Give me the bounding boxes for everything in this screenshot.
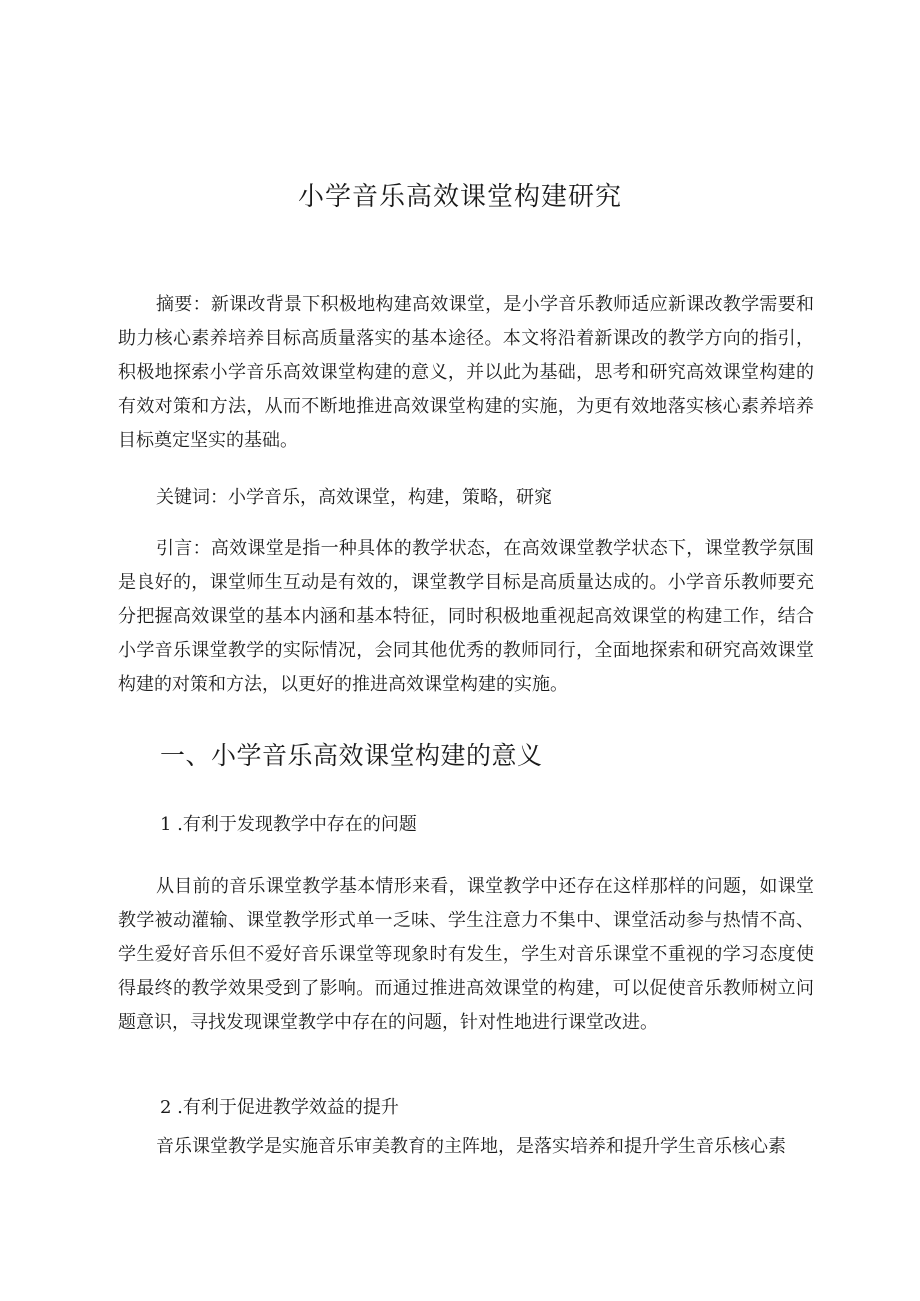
abstract-paragraph: 摘要：新课改背景下积极地构建高效课堂，是小学音乐教师适应新课改教学需要和助力核心素养培养目标高质量落实的基本途径。本文将沿着新课改的教学方向的指引，积极地探索小学音乐高效课堂构建的意义，并以此为基础，思考和研究高效课堂构建的有效对策和方法，从而不断地推进高效课堂构建的实施，为更有效地落实核心素养培养目标奠定坚实的基础。 — [118, 294, 814, 451]
body-paragraph-1: 从目前的音乐课堂教学基本情形来看，课堂教学中还存在这样那样的问题，如课堂教学被动灌输、课堂教学形式单一乏味、学生注意力不集中、课堂活动参与热情不高、学生爱好音乐但不爱好音乐课堂等现象时有发生，学生对音乐课堂不重视的学习态度使得最终的教学效果受到了影响。而通过推进高效课堂的构建，可以促使音乐教师树立问题意识，寻找发现课堂教学中存在的问题，针对性地进行课堂改进。 — [118, 876, 814, 1033]
section-heading: 一、小学音乐高效课堂构建的意义 — [160, 741, 543, 770]
subsection-heading-1: 1 .有利于发现教学中存在的问题 — [160, 814, 417, 835]
document-title: 小学音乐高效课堂构建研究 — [297, 182, 622, 212]
subsection-heading-2: 2 .有利于促进教学效益的提升 — [160, 1097, 399, 1118]
body-paragraph-2: 音乐课堂教学是实施音乐审美教育的主阵地，是落实培养和提升学生音乐核心素 — [156, 1136, 786, 1157]
keywords-paragraph: 关键词：小学音乐，高效课堂，构建，策略，研窕 — [156, 487, 552, 508]
intro-paragraph: 引言：高效课堂是指一种具体的教学状态，在高效课堂教学状态下，课堂教学氛围是良好的，课堂师生互动是有效的，课堂教学目标是高质量达成的。小学音乐教师要充分把握高效课堂的基本内涵和基本特征，同时积极地重视起高效课堂的构建工作，结合小学音乐课堂教学的实际情况，会同其他优秀的教师同行，全面地探索和研究高效课堂构建的对策和方法，以更好的推进高效课堂构建的实施。 — [118, 538, 814, 695]
